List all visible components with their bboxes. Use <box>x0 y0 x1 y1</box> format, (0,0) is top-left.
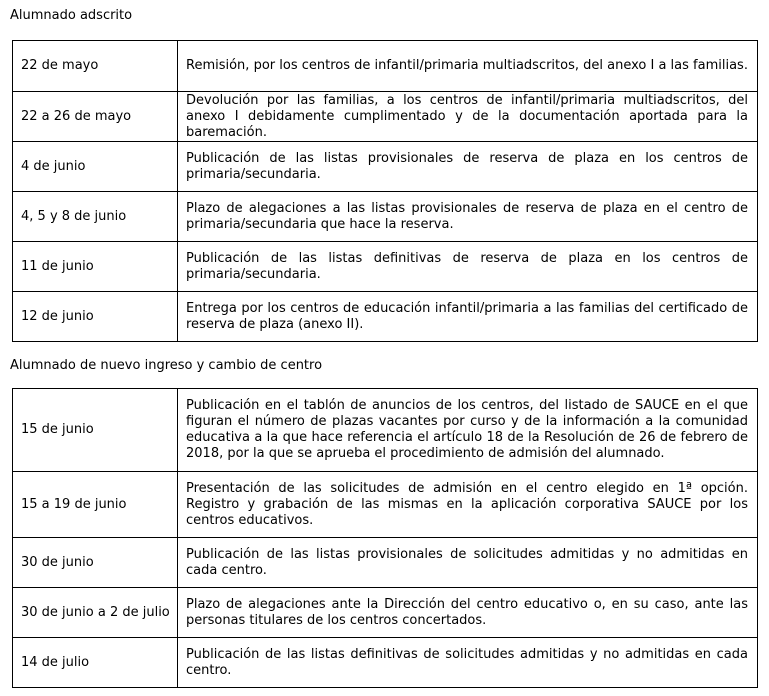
schedule-table-nuevo-ingreso <box>12 388 758 688</box>
row-date: 30 de junio a 2 de julio <box>13 588 178 638</box>
table-row <box>13 192 758 242</box>
row-description: Remisión, por los centros de infantil/primaria multiadscritos, del anexo I a las familias. <box>178 41 758 92</box>
row-date: 14 de julio <box>13 638 178 688</box>
table-row <box>13 472 758 538</box>
table-row <box>13 389 758 472</box>
row-date: 12 de junio <box>13 292 178 342</box>
row-description: Presentación de las solicitudes de admisión en el centro elegido en 1ª opción. Registro y grabación de las mismas en la aplicación corporativa SAUCE por los centros educativos. <box>178 472 758 538</box>
row-description: Publicación en el tablón de anuncios de los centros, del listado de SAUCE en el que figuran el número de plazas vacantes por curso y de la información a la comunidad educativa a la que hace referencia el artículo 18 de la Resolución de 26 de febrero de 2018, por la que se aprueba el procedimiento de admisión del alumnado. <box>178 389 758 472</box>
section-title-nuevo-ingreso: Alumnado de nuevo ingreso y cambio de centro <box>10 358 323 373</box>
row-date: 15 a 19 de junio <box>13 472 178 538</box>
table-row <box>13 538 758 588</box>
row-date: 22 de mayo <box>13 41 178 92</box>
row-description: Entrega por los centros de educación infantil/primaria a las familias del certificado de reserva de plaza (anexo II). <box>178 292 758 342</box>
section-title-alumnado-adscrito: Alumnado adscrito <box>10 8 133 23</box>
row-description: Publicación de las listas definitivas de reserva de plaza en los centros de primaria/secundaria. <box>178 242 758 292</box>
table-row <box>13 292 758 342</box>
row-date: 30 de junio <box>13 538 178 588</box>
row-date: 22 a 26 de mayo <box>13 92 178 142</box>
row-description: Publicación de las listas provisionales de reserva de plaza en los centros de primaria/secundaria. <box>178 142 758 192</box>
row-description: Plazo de alegaciones a las listas provisionales de reserva de plaza en el centro de primaria/secundaria que hace la reserva. <box>178 192 758 242</box>
row-description: Plazo de alegaciones ante la Dirección del centro educativo o, en su caso, ante las personas titulares de los centros concertados. <box>178 588 758 638</box>
row-description: Publicación de las listas provisionales de solicitudes admitidas y no admitidas en cada centro. <box>178 538 758 588</box>
row-description: Devolución por las familias, a los centros de infantil/primaria multiadscritos, del anexo I debidamente cumplimentado y de la documentación aportada para la baremación. <box>178 92 758 142</box>
table-row <box>13 638 758 688</box>
table-row <box>13 92 758 142</box>
table-row <box>13 41 758 92</box>
table-row <box>13 242 758 292</box>
table-row <box>13 588 758 638</box>
row-date: 15 de junio <box>13 389 178 472</box>
schedule-table-adscrito <box>12 40 758 342</box>
row-date: 4 de junio <box>13 142 178 192</box>
row-date: 4, 5 y 8 de junio <box>13 192 178 242</box>
row-description: Publicación de las listas definitivas de solicitudes admitidas y no admitidas en cada centro. <box>178 638 758 688</box>
table-row <box>13 142 758 192</box>
row-date: 11 de junio <box>13 242 178 292</box>
